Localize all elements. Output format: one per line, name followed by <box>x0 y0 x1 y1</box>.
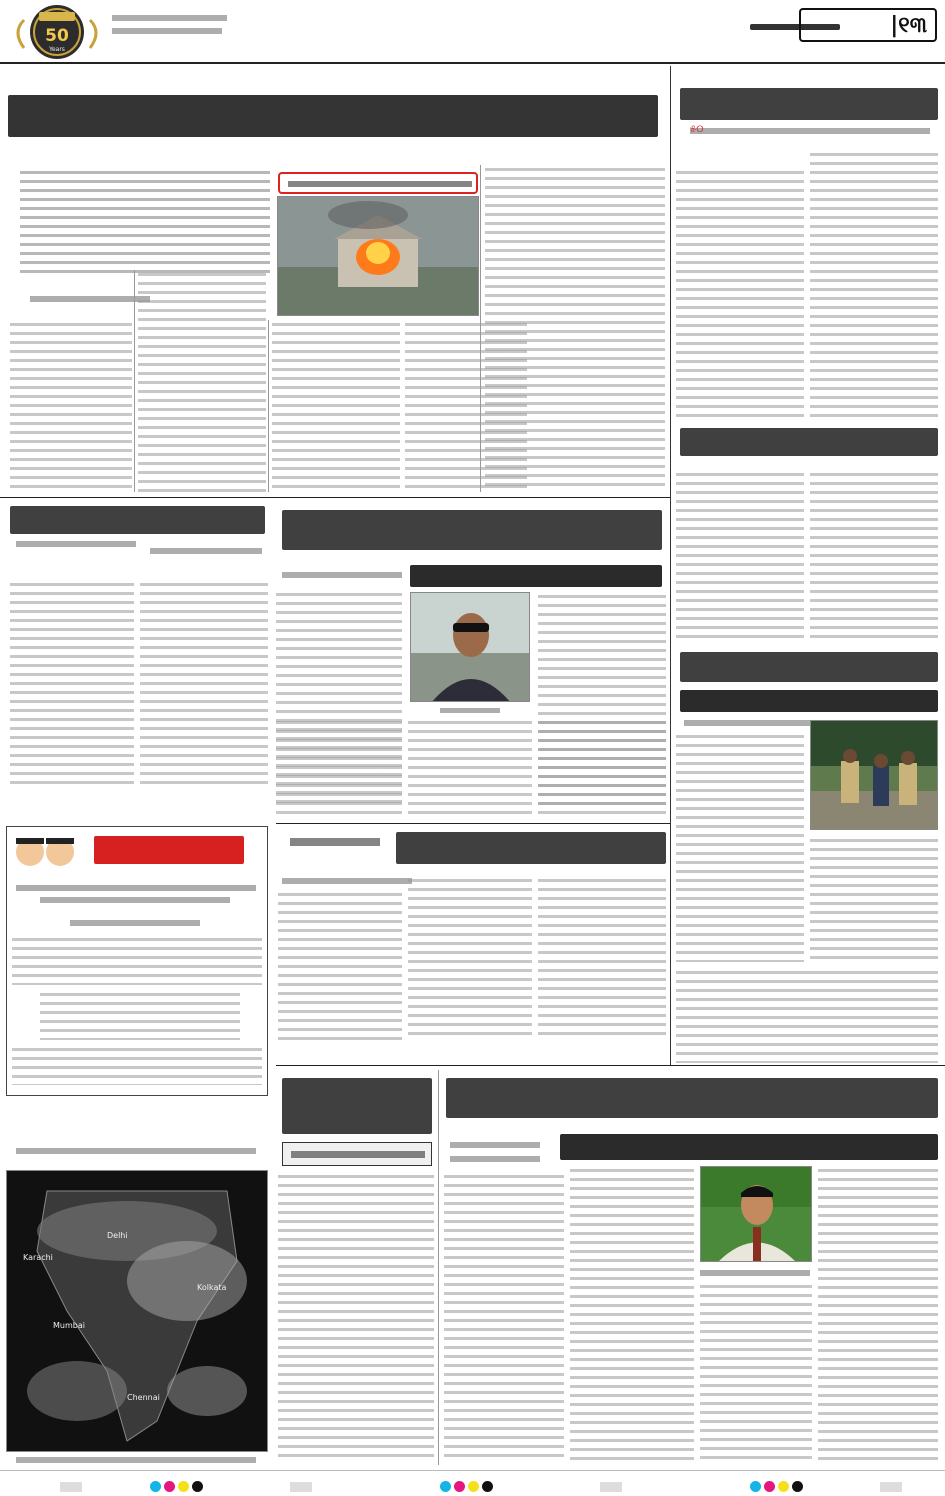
deaddiction-col4 <box>408 718 532 818</box>
chhattisgarh-col4 <box>818 1166 938 1462</box>
youth-leader-subhead <box>690 128 930 134</box>
anniversary-number: 50 <box>45 26 69 46</box>
main-story-col2 <box>138 270 266 492</box>
ganja-subhead-box <box>282 1142 432 1166</box>
page-number-box <box>799 8 937 42</box>
police-disguise-col2 <box>810 836 938 962</box>
youth-leader-col2 <box>810 150 938 418</box>
section-rule-3 <box>276 1065 945 1066</box>
registration-bar-4 <box>880 1482 902 1492</box>
right-bottom-col1 <box>676 968 938 1063</box>
swami-col1 <box>10 580 134 790</box>
registration-mark-icon-2y <box>468 1481 479 1492</box>
murder-col3 <box>538 876 666 1040</box>
registration-mark-icon-3m <box>764 1481 775 1492</box>
police-photo-icon <box>811 721 938 830</box>
youth-leader-headline <box>680 88 938 120</box>
main-story-col5 <box>485 165 665 492</box>
portrait-photo <box>410 592 530 702</box>
main-story-col1 <box>10 320 132 492</box>
weather-caption <box>16 1457 256 1463</box>
murder-byline <box>282 878 412 884</box>
chhattisgarh-byline <box>450 1142 540 1148</box>
registration-mark-icon-2m <box>454 1481 465 1492</box>
map-label-delhi: Delhi <box>107 1231 128 1240</box>
thaga-maali-text <box>12 935 262 985</box>
chhattisgarh-col2 <box>570 1166 694 1462</box>
registration-mark-icon <box>150 1481 161 1492</box>
police-disguise-subhead <box>680 690 938 712</box>
cartoon-faces-icon <box>10 830 84 874</box>
deaddiction-headline <box>282 510 662 550</box>
right-column-rule <box>670 66 671 1066</box>
police-disguise-col1 <box>676 732 804 962</box>
registration-bar-2 <box>290 1482 312 1492</box>
registration-mark-icon-2c <box>440 1481 451 1492</box>
map-label-mumbai: Mumbai <box>53 1321 85 1330</box>
thaga-maali-title <box>94 836 244 864</box>
swami-col2 <box>140 580 268 790</box>
main-story-lede <box>20 168 270 278</box>
blast-caption-box <box>278 172 478 194</box>
youth-leader-number: ୫୦ <box>690 124 704 135</box>
politician-photo <box>700 1166 812 1262</box>
chhattisgarh-col1 <box>444 1172 564 1462</box>
registration-mark-icon-3k <box>792 1481 803 1492</box>
registration-bar-1 <box>60 1482 82 1492</box>
thaga-maali-tagline-2 <box>40 897 230 903</box>
registration-mark-icon-y <box>178 1481 189 1492</box>
registration-mark-icon-2k <box>482 1481 493 1492</box>
masthead-rule <box>0 62 945 64</box>
main-headline <box>8 95 658 137</box>
map-label-karachi: Karachi <box>23 1253 53 1262</box>
murder-col1 <box>278 890 402 1040</box>
masthead-logo <box>8 2 106 62</box>
swami-headline <box>10 506 265 534</box>
chhattisgarh-col3 <box>700 1282 812 1462</box>
police-photo <box>810 720 938 830</box>
deaddiction-col5 <box>538 718 666 818</box>
col-rule-c <box>480 165 481 492</box>
fire-photo <box>277 196 479 316</box>
thaga-maali-subhead <box>70 920 200 926</box>
thaga-maali-cartoon <box>10 830 84 874</box>
weather-credit <box>16 1148 256 1154</box>
col-rule-a <box>134 270 135 492</box>
registration-mark-icon-m <box>164 1481 175 1492</box>
chhattisgarh-subhead <box>560 1134 938 1160</box>
deaddiction-col3 <box>276 718 402 818</box>
registration-bar-3 <box>600 1482 622 1492</box>
deaddiction-byline <box>282 572 402 578</box>
main-story-byline <box>30 296 150 302</box>
portrait-caption <box>440 708 500 713</box>
chhattisgarh-headline <box>446 1078 938 1118</box>
murder-headline <box>396 832 666 864</box>
bottom-rule <box>0 1470 945 1471</box>
youth-leader-col1 <box>676 168 804 418</box>
section-rule-1 <box>0 497 670 498</box>
map-label-chennai: Chennai <box>127 1393 160 1402</box>
thaga-maali-text-3 <box>12 1045 262 1085</box>
politician-caption <box>700 1270 810 1276</box>
page-number: |୧୩ <box>890 12 927 38</box>
hill-skeleton-headline <box>680 428 938 456</box>
murder-col2 <box>408 876 532 1040</box>
section-rule-2 <box>276 823 670 824</box>
ganja-col1 <box>278 1172 434 1462</box>
thaga-maali-text-2 <box>40 990 240 1040</box>
chhattisgarh-byline-2 <box>450 1156 540 1162</box>
registration-mark-icon-k <box>192 1481 203 1492</box>
swami-byline <box>16 541 136 547</box>
thaga-maali-tagline <box>16 885 256 891</box>
dateline <box>112 15 227 21</box>
ganja-rule <box>438 1070 439 1465</box>
satellite-map-icon <box>7 1171 268 1452</box>
hill-skeleton-col2 <box>810 470 938 642</box>
registration-mark-icon-3c <box>750 1481 761 1492</box>
map-label-kolkata: Kolkata <box>197 1283 227 1292</box>
registration-mark-icon-3y <box>778 1481 789 1492</box>
murder-kicker <box>290 838 380 846</box>
anniversary-word: Years <box>49 46 65 53</box>
deaddiction-subhead <box>410 565 662 587</box>
hill-skeleton-col1 <box>676 470 804 642</box>
col-rule-b <box>268 320 269 492</box>
police-disguise-byline <box>684 720 812 726</box>
main-story-col3 <box>272 320 400 492</box>
satellite-map <box>6 1170 268 1452</box>
ganja-headline <box>282 1078 432 1134</box>
swami-subhead <box>150 548 262 554</box>
portrait-photo-icon <box>411 593 530 702</box>
dateline-2 <box>112 28 222 34</box>
politician-photo-icon <box>701 1167 812 1262</box>
police-disguise-headline <box>680 652 938 682</box>
fire-photo-icon <box>278 197 479 316</box>
